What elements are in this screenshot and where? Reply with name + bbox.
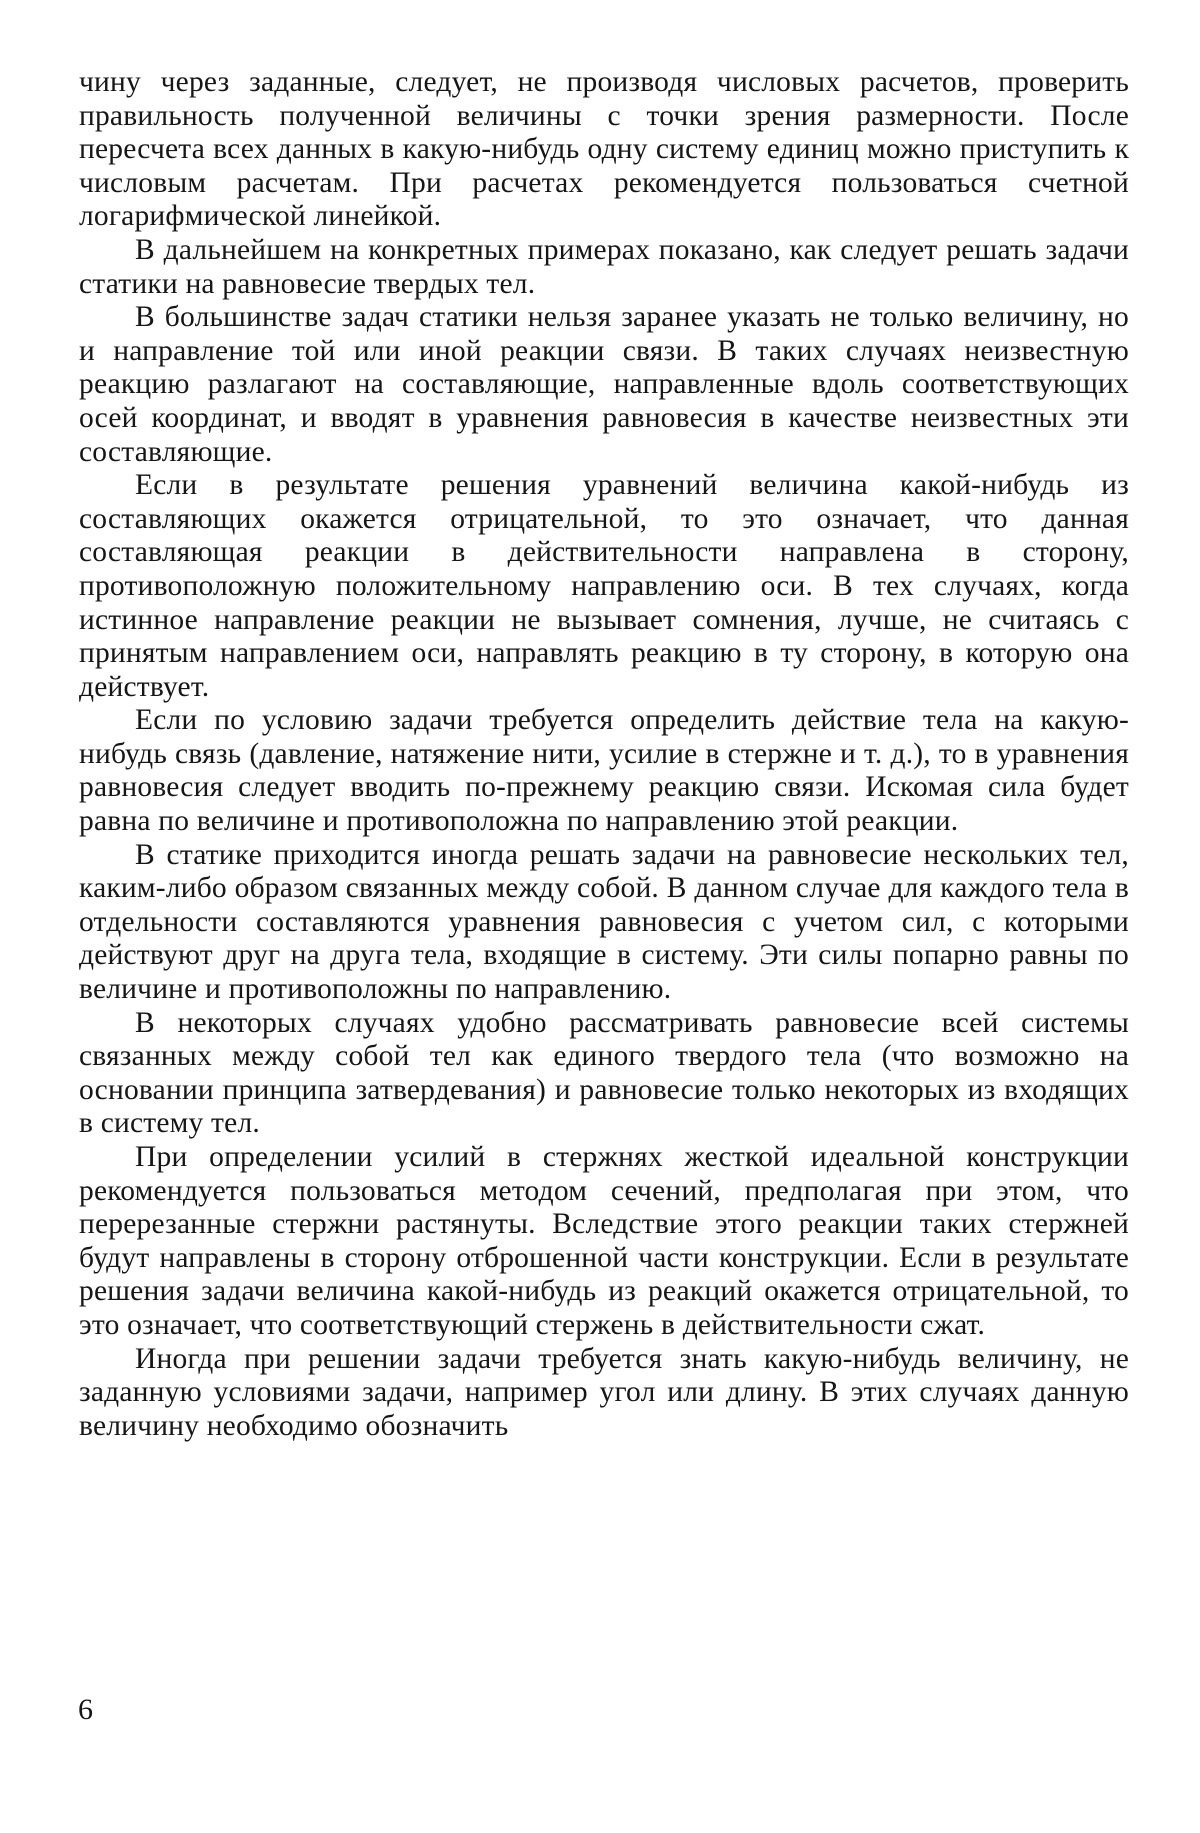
paragraph: В статике приходится иногда решать задачи на равновесие нескольких тел, каким-либо образом связанных между собой. В данном случае для каждого тела в отдельности составляются уравнения равновесия с учетом сил, с которыми действуют друг на друга тела, входящие в систему. Эти силы попарно равны по величине и противоположны по направлению.	[79, 838, 1129, 1006]
paragraph: Если по условию задачи требуется определить действие тела на какую-нибудь связь (давление, натяжение нити, усилие в стержне и т. д.), то в уравнения равновесия следует вводить по-прежнему реакцию связи. Искомая сила будет равна по величине и противоположна по направлению этой реакции.	[79, 704, 1129, 838]
paragraph: В большинстве задач статики нельзя заранее указать не только величину, но и направление той или иной реакции связи. В таких случаях неизвестную реакцию разлагают на составляющие, направленные вдоль соответствующих осей координат, и вводят в уравнения равновесия в качестве неизвестных эти составляющие.	[79, 301, 1129, 468]
paragraph: Иногда при решении задачи требуется знать какую-нибудь величину, не заданную условиями задачи, например угол или длину. В этих случаях данную величину необходимо обозначить	[79, 1342, 1129, 1442]
body-text	[79, 66, 1129, 1443]
paragraph: При определении усилий в стержнях жесткой идеальной конструкции рекомендуется пользоваться методом сечений, предполагая при этом, что перерезанные стержни растянуты. Вследствие этого реакции таких стержней будут направлены в сторону отброшенной части конструкции. Если в результате решения задачи величина какой-нибудь из реакций окажется отрицательной, то это означает, что соответствующий стержень в действительности сжат.	[79, 1141, 1129, 1341]
paragraph: Если в результате решения уравнений величина какой-нибудь из составляющих окажется отрицательной, то это означает, что данная составляющая реакции в действительности направлена в сторону, противоположную положительному направлению оси. В тех случаях, когда истинное направление реакции не вызывает сомнения, лучше, не считаясь с принятым направлением оси, направлять реакцию в ту сторону, в которую она действует.	[79, 469, 1129, 703]
page-number: 6	[78, 1693, 93, 1726]
paragraph: В некоторых случаях удобно рассматривать равновесие всей системы связанных между собой тел как единого твердого тела (что возможно на основании принципа затвердевания) и равновесие только некоторых из входящих в систему тел.	[79, 1006, 1129, 1140]
paragraph: чину через заданные, следует, не производя числовых расчетов, проверить правильность полученной величины с точки зрения размерности. После пересчета всех данных в какую-нибудь одну систему единиц можно приступить к числовым расчетам. При расчетах рекомендуется пользоваться счетной логарифмической линейкой.	[79, 66, 1129, 233]
paragraph: В дальнейшем на конкретных примерах показано, как следует решать задачи статики на равновесие твердых тел.	[79, 233, 1129, 300]
